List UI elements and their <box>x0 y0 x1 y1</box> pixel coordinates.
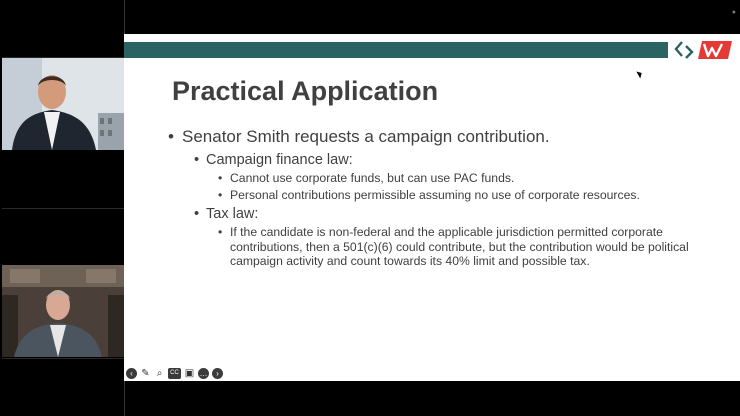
captions-icon[interactable]: CC <box>168 368 181 379</box>
slide-header-bar <box>124 42 668 58</box>
pen-icon[interactable]: ✎ <box>141 367 150 379</box>
bullet-tax-law: • Tax law: <box>194 205 728 223</box>
divider <box>2 208 124 209</box>
company-logo <box>670 38 740 62</box>
mouse-cursor-icon <box>636 70 643 79</box>
participant-video-1[interactable] <box>2 58 124 150</box>
divider <box>2 358 124 359</box>
logo-icon <box>670 38 740 62</box>
participant-person-icon <box>2 265 124 357</box>
camera-icon[interactable]: ▣ <box>184 367 195 379</box>
slide-title: Practical Application <box>172 76 439 106</box>
bullet-campaign-item: • Cannot use corporate funds, but can use PAC funds. <box>218 171 728 186</box>
bullet-tax-item: • If the candidate is non-federal and the applicable jurisdiction permitted corporate contributions, then a 501(c)(6) could contribute, but the contribution would be political campaign activity and count towards its 40% limit and possible tax. <box>218 225 728 269</box>
participant-person-icon <box>2 58 124 150</box>
presentation-slide <box>124 34 740 381</box>
more-icon[interactable]: … <box>199 368 208 378</box>
zoom-icon[interactable]: ⌕ <box>156 367 163 379</box>
window-indicator-icon: ● <box>731 9 736 16</box>
participant-video-2[interactable] <box>2 265 124 357</box>
bullet-campaign-item: • Personal contributions permissible assuming no use of corporate resources. <box>218 188 728 203</box>
slide-content <box>168 126 728 269</box>
back-icon[interactable]: ‹ <box>126 368 137 379</box>
bullet-campaign-finance: • Campaign finance law: <box>194 151 728 169</box>
participant-panel <box>0 0 125 416</box>
slide-toolbar <box>126 367 223 379</box>
forward-icon[interactable]: › <box>212 368 223 379</box>
bullet-main: • Senator Smith requests a campaign contribution. <box>168 126 728 148</box>
